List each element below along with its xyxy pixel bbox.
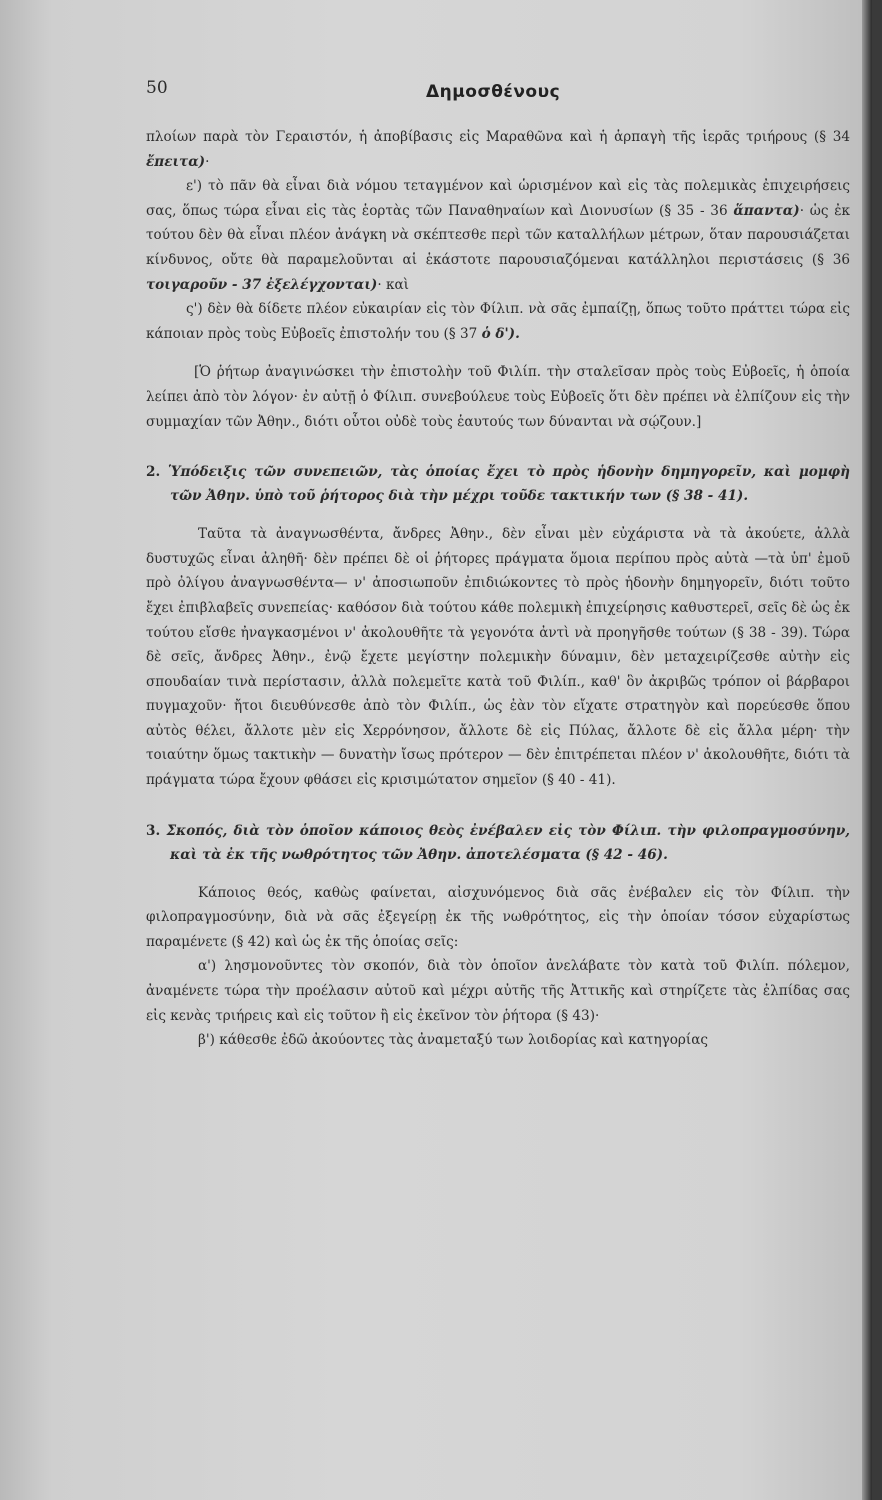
section-2-title: Ὑπόδειξις τῶν συνεπειῶν, τὰς ὁποίας ἔχει τὸ πρὸς ἡδονὴν δημηγορεῖν, καὶ μομφὴ τῶν Ἀθην. ὑπὸ τοῦ ῥήτορος διὰ τὴν μέχρι τοῦδε τακτικήν των (§ 38 - 41).: [167, 464, 850, 505]
section-3-item-b: β') κάθεσθε ἐδῶ ἀκούοντες τὰς ἀναμεταξύ των λοιδορίας καὶ κατηγορίας: [198, 1032, 709, 1049]
section-2-number: 2.: [146, 464, 161, 481]
editor-note: [Ὁ ῥήτωρ ἀναγινώσκει τὴν ἐπιστολὴν τοῦ Φιλίπ. τὴν σταλεῖσαν πρὸς τοὺς Εὐβοεῖς, ἡ ὁποία λείπει ἀπὸ τὸν λόγον· ἐν αὐτῇ ὁ Φίλιπ. συνεβούλευε τοὺς Εὐβοεῖς ὅτι δὲν πρέπει νὰ ἐλπίζουν εἰς τὴν συμμαχίαν τῶν Ἀθην., διότι οὗτοι οὐδὲ τοὺς ἑαυτούς των δύνανται νὰ σῴζουν.]: [146, 364, 850, 430]
running-title: Δημοσθένους: [426, 82, 561, 102]
section-3-number: 3.: [146, 822, 161, 839]
section-2-heading: [146, 460, 850, 508]
page-edge-shadow: [862, 0, 872, 1500]
section-2-body: Ταῦτα τὰ ἀναγνωσθέντα, ἄνδρες Ἀθην., δὲν εἶναι μὲν εὐχάριστα νὰ τὰ ἀκούετε, ἀλλὰ δυστυχῶς εἶναι ἀληθῆ· δὲν πρέπει δὲ οἱ ῥήτορες πράγματα ὅμοια περίπου πρὸς αὐτὰ —τὰ ὑπ' ἐμοῦ πρὸ ὀλίγου ἀναγνωσθέντα— ν' ἀποσιωποῦν ἐπιδιώκοντες τὸ πρὸς ἡδονὴν δημηγορεῖν, διότι τοῦτο ἔχει ἐπιβλαβεῖς συνεπείας· καθόσον διὰ τούτου κάθε πολεμικὴ ἐπιχείρησις καθυστερεῖ, σεῖς δὲ ὡς ἐκ τούτου εἴσθε ἠναγκασμένοι ν' ἀκολουθῆτε τὰ γεγονότα ἀντὶ νὰ προηγῆσθε τούτων (§ 38 - 39). Τώρα δὲ σεῖς, ἄνδρες Ἀθην., ἐνῷ ἔχετε μεγίστην πολεμικὴν δύναμιν, δὲν μεταχειρίζεσθε αὐτὴν εἰς σπουδαίαν τινὰ περίστασιν, ἀλλὰ πολεμεῖτε κατὰ τοῦ Φιλίπ., καθ' ὃν ἀκριβῶς τρόπον οἱ βάρβαροι πυγμαχοῦν· ἤτοι διευθύνεσθε ἀπὸ τὸν Φιλίπ., ὡς ἐὰν τὸν εἴχατε στρατηγὸν καὶ πορεύεσθε ὅπου αὐτὸς θέλει, ἄλλοτε μὲν εἰς Χερρόνησον, ἄλλοτε δὲ εἰς Πύλας, ἄλλοτε δὲ εἰς ἄλλα μέρη· τὴν τοιαύτην ὅμως τακτικὴν — δυνατὴν ἴσως πρότερον — δὲν ἐπιτρέπεται πλέον ν' ἀκολουθῆτε, διότι τὰ πράγματα τώρα ἔχουν φθάσει εἰς κρισιμώτατον σημεῖον (§ 40 - 41).: [146, 526, 850, 789]
section-3-title: Σκοπός, διὰ τὸν ὁποῖον κάποιος θεὸς ἐνέβαλεν εἰς τὸν Φίλιπ. τὴν φιλοπραγμοσύνην, καὶ τὰ ἐκ τῆς νωθρότητος τῶν Ἀθην. ἀποτελέσματα (§ 42 - 46).: [166, 822, 850, 863]
summary-item-st: ς') δὲν θὰ δίδετε πλέον εὐκαιρίαν εἰς τὸν Φίλιπ. νὰ σᾶς ἐμπαίζῃ, ὅπως τοῦτο πράττει τώρα εἰς κάποιαν πρὸς τοὺς Εὐβοεῖς ἐπιστολήν του (§ 37 ὁ δ').: [146, 301, 850, 342]
page-body: [146, 125, 850, 1053]
summary-intro: πλοίων παρὰ τὸν Γεραιστόν, ἡ ἀποβίβασις εἰς Μαραθῶνα καὶ ἡ ἁρπαγὴ τῆς ἱερᾶς τριήρους (§ 34 ἔπειτα)·: [146, 129, 850, 170]
summary-item-e: ε') τὸ πᾶν θὰ εἶναι διὰ νόμου τεταγμένον καὶ ὡρισμένον καὶ εἰς τὰς πολεμικὰς ἐπιχειρήσεις σας, ὅπως τώρα εἶναι εἰς τὰς ἑορτὰς τῶν Παναθηναίων καὶ Διονυσίων (§ 35 - 36 ἅπαντα)· ὡς ἐκ τούτου δὲν θὰ εἶναι πλέον ἀνάγκη νὰ σκέπτεσθε περὶ τῶν καταλλήλων μέτρων, ὅταν παρουσιάζεται κίνδυνος, οὔτε θὰ παραμελοῦνται αἱ ἑκάστοτε παρουσιαζόμεναι κατάλληλοι περιστάσεις (§ 36 τοιγαροῦν - 37 ἐξελέγχονται)· καὶ: [146, 178, 850, 293]
section-3-item-a: α') λησμονοῦντες τὸν σκοπόν, διὰ τὸν ὁποῖον ἀνελάβατε τὸν κατὰ τοῦ Φιλίπ. πόλεμον, ἀναμένετε τώρα τὴν προέλασιν αὐτοῦ καὶ μέχρι αὐτῆς τῆς Ἀττικῆς καὶ στηρίζετε τὰς ἐλπίδας σας εἰς κενὰς τριήρεις καὶ εἰς τοῦτον ἢ εἰς ἐκεῖνον τὸν ῥήτορα (§ 43)·: [146, 958, 850, 1024]
page-number: 50: [146, 78, 168, 98]
section-3-heading: [146, 819, 850, 867]
section-3-body: Κάποιος θεός, καθὼς φαίνεται, αἰσχυνόμενος διὰ σᾶς ἐνέβαλεν εἰς τὸν Φίλιπ. τὴν φιλοπραγμοσύνην, διὰ νὰ σᾶς ἐξεγείρῃ ἐκ τῆς νωθρότητος, εἰς τὴν ὁποίαν τόσον εὐχαρίστως παραμένετε (§ 42) καὶ ὡς ἐκ τῆς ὁποίας σεῖς:: [146, 884, 850, 950]
page-header: [146, 78, 846, 108]
